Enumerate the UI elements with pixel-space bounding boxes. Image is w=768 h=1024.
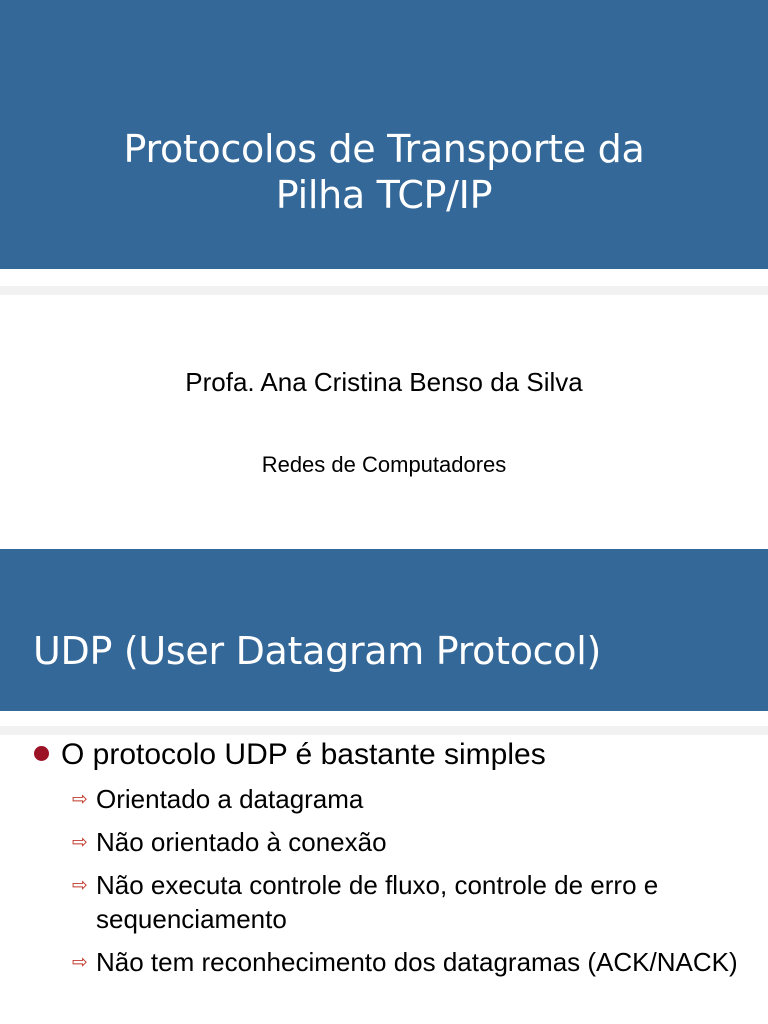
- title-slide-heading: [0, 126, 768, 218]
- title-line-2: Pilha TCP/IP: [275, 173, 493, 217]
- content-slide-divider: [0, 726, 768, 735]
- content-slide-title: UDP (User Datagram Protocol): [33, 629, 602, 673]
- author-name: Profa. Ana Cristina Benso da Silva: [185, 367, 583, 397]
- sub-bullet-item: [72, 868, 752, 936]
- sub-bullet-item: [72, 825, 752, 859]
- main-bullet-text: O protocolo UDP é bastante simples: [61, 738, 546, 771]
- title-slide-header: [0, 0, 768, 269]
- sub-bullet-item: [72, 782, 752, 816]
- sub-bullet-list: [72, 782, 752, 988]
- arrow-right-icon: ⇨: [72, 831, 88, 853]
- main-bullet: [34, 735, 546, 775]
- sub-bullet-text: Não executa controle de fluxo, controle de erro e sequenciamento: [96, 870, 659, 934]
- sub-bullet-text: Não orientado à conexão: [96, 827, 387, 857]
- sub-bullet-text: Orientado a datagrama: [96, 784, 364, 814]
- arrow-right-icon: ⇨: [72, 951, 88, 973]
- title-line-1: Protocolos de Transporte da: [123, 127, 645, 171]
- bullet-dot-icon: [34, 746, 49, 761]
- slide-separator: [0, 535, 768, 549]
- course-name: Redes de Computadores: [261, 452, 507, 477]
- sub-bullet-text: Não tem reconhecimento dos datagramas (ACK/NACK): [96, 947, 738, 977]
- title-slide-divider: [0, 286, 768, 295]
- sub-bullet-item: [72, 945, 752, 979]
- arrow-right-icon: ⇨: [72, 874, 88, 896]
- arrow-right-icon: ⇨: [72, 788, 88, 810]
